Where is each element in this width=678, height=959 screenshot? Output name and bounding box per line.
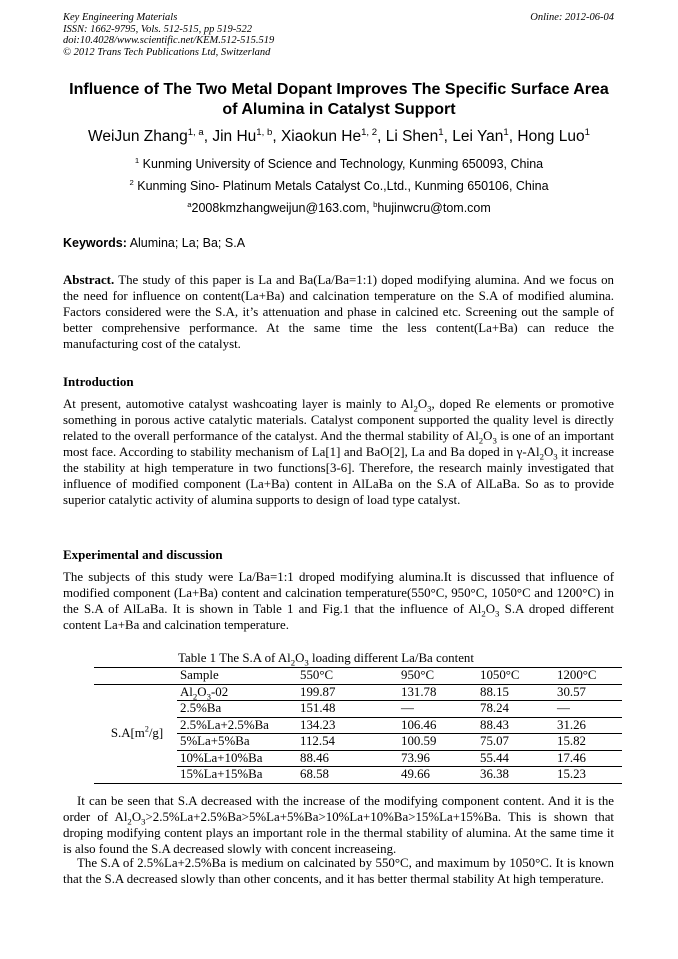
row-group-label: $S.A[m^2/g]$ <box>94 684 177 783</box>
header-cell: 1050°C <box>477 668 554 685</box>
affiliation-text: Kunming Sino- Platinum Metals Catalyst Co.,Ltd., Kunming 650106, China <box>137 179 549 193</box>
affiliation-text: Kunming University of Science and Technology, Kunming 650093, China <box>142 157 544 171</box>
experimental-paragraph: The subjects of this study were La/Ba=1:1 droped modifying alumina.It is discussed that influence of modified component (La+Ba) content and calcination temperature(550°C, 950°C, 1050°C and 1200°C) in the S.A of AlLaBa. It is shown in Table 1 and Fig.1 that the influence of $Al_2O_3$ S.A droped different content La+Ba and calcination temperature. <box>63 570 614 632</box>
introduction-heading: Introduction <box>63 374 134 389</box>
keywords <box>63 236 245 250</box>
author-affiliation-mark: 1 <box>584 126 590 138</box>
header-cell: 950°C <box>398 668 477 685</box>
value-cell: 15.23 <box>554 767 622 784</box>
value-cell: 88.43 <box>477 717 554 734</box>
title-line-2: of Alumina in Catalyst Support <box>222 101 456 118</box>
header-cell: Sample <box>177 668 297 685</box>
value-cell: 73.96 <box>398 750 477 767</box>
affiliation-2 <box>20 179 658 193</box>
author-affiliation-mark: 1, a <box>187 126 204 138</box>
sample-cell: 5%La+5%Ba <box>177 734 297 751</box>
value-cell: 88.15 <box>480 684 510 699</box>
table-row <box>94 684 622 701</box>
doi-line: doi:10.4028/www.scientific.net/KEM.512-515.519 <box>63 35 275 46</box>
online-date: Online: 2012-06-04 <box>530 12 614 23</box>
author-affiliation-mark: 1 <box>438 126 444 138</box>
paper-title <box>40 80 638 120</box>
sample-cell: $Al_2O_3-02$ <box>180 684 229 702</box>
affiliation-number: 1 <box>134 155 140 165</box>
affiliation-1 <box>20 157 658 171</box>
value-cell: — <box>554 701 622 718</box>
author: Jin Hu <box>212 128 257 145</box>
value-cell: 131.78 <box>401 684 437 699</box>
value-cell: 106.46 <box>398 717 477 734</box>
author-affiliation-mark: 1 <box>503 126 509 138</box>
abstract <box>63 272 614 352</box>
abstract-label: Abstract. <box>63 273 115 287</box>
copyright-line: © 2012 Trans Tech Publications Ltd, Switzerland <box>63 46 271 58</box>
discussion-paragraph-2: The S.A of 2.5%La+2.5%Ba is medium on calcinated by 550°C, and maximum by 1050°C. It is known that the S.A decreased slowly than other concents, and it has better thermal stability At high temperature. <box>63 856 614 886</box>
author: Lei Yan <box>452 128 504 145</box>
table-caption: Table 1 The S.A of $Al_2O_3$ loading different La/Ba content <box>178 651 474 668</box>
value-cell: 55.44 <box>477 750 554 767</box>
value-cell: 151.48 <box>297 701 398 718</box>
author-list: WeiJun Zhang$^{1, a}$, Jin Hu$^{1, b}$, Xiaokun He$^{1, 2}$, Li Shen$^1$, Lei Yan$^1$, Hong Luo$^1$ <box>88 126 590 145</box>
value-cell: 112.54 <box>297 734 398 751</box>
value-cell: 199.87 <box>300 684 336 699</box>
value-cell: 36.38 <box>477 767 554 784</box>
table-header-row <box>94 668 622 685</box>
author-emails <box>20 201 658 215</box>
author-affiliation-mark: 1, b <box>256 126 273 138</box>
sample-cell: 2.5%Ba <box>177 701 297 718</box>
affiliation-number: 2 <box>129 177 134 187</box>
value-cell: 31.26 <box>554 717 622 734</box>
introduction-paragraph: At present, automotive catalyst washcoating layer is mainly to $Al_2O_3$, doped Re elements or promotive something in porous active catalytic materials. Catalyst component supported the quality level is directly related to the overall performance of the catalyst. And the thermal stability of $Al_2O_3$ is one of an important most face. According to stability mechanism of La[1] and BaO[2], La and Ba doped in $\gamma-Al_2O_3$ it increase the stability at high temperature in two functions[3-6]. Therefore, the research mainly investigated that influence of modified component (La+Ba) content in AlLaBa on the S.A of AlLaBa. So as to provide superior catalytic activity of alumina supports to design of load type catalyst. <box>63 397 614 507</box>
email-mark: b <box>373 199 378 209</box>
abstract-text: The study of this paper is La and Ba(La/Ba=1:1) doped modifying alumina. And we focus on the need for influence on content(La+Ba) and calcination temperature on the S.A of modified alumina. Factors considered were the S.A, it’s attenuation and phase in calcined etc. Screening out the sample of better comprehensive performance. At the same time the less content(La+Ba) can reduce the manufacturing cost of the catalyst. <box>63 273 614 351</box>
value-cell: 15.82 <box>554 734 622 751</box>
value-cell: 75.07 <box>477 734 554 751</box>
journal-name: Key Engineering Materials <box>63 12 178 23</box>
sample-cell: 2.5%La+2.5%Ba <box>177 717 297 734</box>
email-link[interactable]: 2008kmzhangweijun@163.com, <box>191 201 374 215</box>
issn-line: ISSN: 1662-9795, Vols. 512-515, pp 519-522 <box>63 23 252 35</box>
author: Xiaokun He <box>280 128 362 145</box>
value-cell: 78.24 <box>477 701 554 718</box>
author: Hong Luo <box>517 128 585 145</box>
author-affiliation-mark: 1, 2 <box>361 126 378 138</box>
experimental-heading: Experimental and discussion <box>63 547 223 562</box>
author: Li Shen <box>385 128 439 145</box>
email-link[interactable]: hujinwcru@tom.com <box>377 201 491 215</box>
header-cell: 1200°C <box>554 668 622 685</box>
sample-cell: 10%La+10%Ba <box>177 750 297 767</box>
journal-header <box>63 12 274 58</box>
value-cell: 134.23 <box>297 717 398 734</box>
value-cell: 30.57 <box>557 684 587 699</box>
value-cell: 68.58 <box>297 767 398 784</box>
header-cell: 550°C <box>297 668 398 685</box>
discussion-paragraph-1: It can be seen that S.A decreased with the increase of the modifying component content. And it is the order of $Al_2O_3>2.5\%La+2.5\%Ba>5\%La+5\%Ba>10\%La+10\%Ba>15\%La+15\%Ba$. This is shown that droping modifying content plays an important role in the thermal stability of alumina. At the same time it is also found the S.A decreased slowly with concent increaseing. <box>63 794 615 856</box>
value-cell: 88.46 <box>297 750 398 767</box>
title-line-1: Influence of The Two Metal Dopant Improves The Specific Surface Area <box>69 81 609 98</box>
value-cell: 17.46 <box>554 750 622 767</box>
keywords-text: Alumina; La; Ba; S.A <box>126 236 246 250</box>
sample-cell: 15%La+15%Ba <box>177 767 297 784</box>
value-cell: — <box>398 701 477 718</box>
sa-data-table <box>94 667 622 784</box>
author: WeiJun Zhang <box>88 128 188 145</box>
email-mark: a <box>187 199 192 209</box>
keywords-label: Keywords: <box>63 236 127 250</box>
value-cell: 100.59 <box>398 734 477 751</box>
value-cell: 49.66 <box>398 767 477 784</box>
